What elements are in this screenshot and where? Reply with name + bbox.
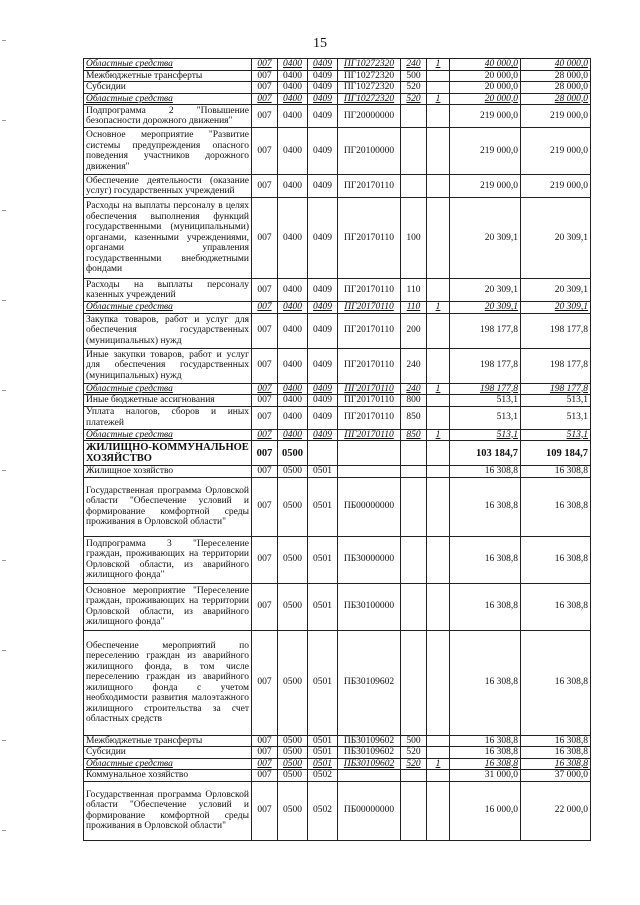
subsection-code: 0501 <box>308 536 338 583</box>
section-code: 0500 <box>278 781 308 840</box>
expense-type-code: 240 <box>401 383 427 395</box>
ministry-code: 007 <box>252 348 278 383</box>
amount-year-2: 513,1 <box>521 406 591 429</box>
table-row <box>84 781 591 840</box>
target-article-code: ПГ10272320 <box>338 93 401 105</box>
amount-year-1: 20 309,1 <box>450 302 521 314</box>
subsection-code: 0501 <box>308 466 338 478</box>
ministry-code: 007 <box>252 441 278 466</box>
ministry-code: 007 <box>252 406 278 429</box>
section-code: 0400 <box>278 198 308 279</box>
item-name: Расходы на выплаты персоналу казенных учреждений <box>84 279 252 302</box>
amount-year-2: 16 308,8 <box>521 747 591 759</box>
section-code: 0500 <box>278 583 308 630</box>
item-name: Обеспечение мероприятий по переселению граждан из аварийного жилищного фонда, в том числе переселению граждан из аварийного жилищного фонда с учетом необходимости развития малоэтажного жилищного строительства за счет областных средств <box>84 630 252 735</box>
funding-source-code <box>427 395 450 407</box>
target-article-code: ПБ30100000 <box>338 583 401 630</box>
amount-year-1: 20 000,0 <box>450 93 521 105</box>
expense-type-code: 100 <box>401 198 427 279</box>
funding-source-code <box>427 630 450 735</box>
subsection-code: 0409 <box>308 313 338 348</box>
target-article-code: ПБ00000000 <box>338 477 401 536</box>
item-name: Закупка товаров, работ и услуг для обеспечения государственных (муниципальных) нужд <box>84 313 252 348</box>
target-article-code <box>338 466 401 478</box>
ministry-code: 007 <box>252 395 278 407</box>
expense-type-code: 520 <box>401 747 427 759</box>
table-row <box>84 406 591 429</box>
target-article-code: ПГ20170110 <box>338 279 401 302</box>
funding-source-code <box>427 477 450 536</box>
table-row <box>84 198 591 279</box>
item-name: Областные средства <box>84 93 252 105</box>
amount-year-2: 198 177,8 <box>521 313 591 348</box>
item-name: Областные средства <box>84 758 252 770</box>
item-name: Коммунальное хозяйство <box>84 770 252 782</box>
amount-year-1: 219 000,0 <box>450 175 521 198</box>
section-code: 0400 <box>278 105 308 128</box>
subsection-code: 0409 <box>308 128 338 175</box>
funding-source-code <box>427 313 450 348</box>
scan-edge-marks <box>2 0 8 905</box>
target-article-code <box>338 770 401 782</box>
funding-source-code: 1 <box>427 93 450 105</box>
item-name: Расходы на выплаты персоналу в целях обеспечения выполнения функций государственными (муниципальными) органами, казенными учреждениями, органами управления государственными внебюджетными фондами <box>84 198 252 279</box>
subsection-code: 0409 <box>308 429 338 441</box>
amount-year-2: 219 000,0 <box>521 175 591 198</box>
table-row <box>84 747 591 759</box>
funding-source-code <box>427 770 450 782</box>
subsection-code: 0409 <box>308 406 338 429</box>
item-name: Межбюджетные трансферты <box>84 70 252 82</box>
table-row <box>84 59 591 71</box>
subsection-code: 0409 <box>308 395 338 407</box>
ministry-code: 007 <box>252 59 278 71</box>
amount-year-1: 198 177,8 <box>450 383 521 395</box>
funding-source-code <box>427 466 450 478</box>
amount-year-1: 513,1 <box>450 395 521 407</box>
ministry-code: 007 <box>252 429 278 441</box>
ministry-code: 007 <box>252 536 278 583</box>
section-code: 0400 <box>278 383 308 395</box>
table-row <box>84 313 591 348</box>
ministry-code: 007 <box>252 781 278 840</box>
expense-type-code: 520 <box>401 82 427 94</box>
target-article-code: ПГ20170110 <box>338 313 401 348</box>
item-name: Уплата налогов, сборов и иных платежей <box>84 406 252 429</box>
section-code: 0400 <box>278 406 308 429</box>
item-name: Обеспечение деятельности (оказание услуг) государственных учреждений <box>84 175 252 198</box>
item-name: ЖИЛИЩНО-КОММУНАЛЬНОЕ ХОЗЯЙСТВО <box>84 441 252 466</box>
ministry-code: 007 <box>252 93 278 105</box>
ministry-code: 007 <box>252 302 278 314</box>
funding-source-code <box>427 82 450 94</box>
item-name: Основное мероприятие "Переселение граждан, проживающих на территории Орловской области, из аварийного жилищного фонда" <box>84 583 252 630</box>
section-code: 0500 <box>278 466 308 478</box>
amount-year-1: 219 000,0 <box>450 128 521 175</box>
item-name: Областные средства <box>84 302 252 314</box>
table-row <box>84 395 591 407</box>
amount-year-1: 16 308,8 <box>450 735 521 747</box>
target-article-code: ПГ20170110 <box>338 395 401 407</box>
amount-year-2: 22 000,0 <box>521 781 591 840</box>
subsection-code: 0409 <box>308 348 338 383</box>
section-code: 0400 <box>278 70 308 82</box>
table-row <box>84 383 591 395</box>
funding-source-code <box>427 348 450 383</box>
amount-year-2: 37 000,0 <box>521 770 591 782</box>
ministry-code: 007 <box>252 82 278 94</box>
target-article-code: ПГ10272320 <box>338 59 401 71</box>
amount-year-2: 40 000,0 <box>521 59 591 71</box>
item-name: Субсидии <box>84 747 252 759</box>
subsection-code: 0409 <box>308 93 338 105</box>
ministry-code: 007 <box>252 747 278 759</box>
expense-type-code: 500 <box>401 735 427 747</box>
amount-year-1: 16 308,8 <box>450 466 521 478</box>
table-row <box>84 630 591 735</box>
expense-type-code: 520 <box>401 93 427 105</box>
section-code: 0400 <box>278 313 308 348</box>
item-name: Субсидии <box>84 82 252 94</box>
funding-source-code <box>427 747 450 759</box>
funding-source-code <box>427 781 450 840</box>
funding-source-code <box>427 583 450 630</box>
expense-type-code <box>401 128 427 175</box>
subsection-code: 0409 <box>308 59 338 71</box>
ministry-code: 007 <box>252 466 278 478</box>
funding-source-code: 1 <box>427 59 450 71</box>
section-code: 0400 <box>278 348 308 383</box>
expense-type-code: 200 <box>401 313 427 348</box>
target-article-code: ПБ00000000 <box>338 781 401 840</box>
subsection-code: 0409 <box>308 105 338 128</box>
table-row <box>84 175 591 198</box>
target-article-code: ПГ20170110 <box>338 175 401 198</box>
section-code: 0400 <box>278 395 308 407</box>
expense-type-code: 110 <box>401 279 427 302</box>
expense-type-code <box>401 441 427 466</box>
budget-table <box>83 58 591 841</box>
subsection-code: 0501 <box>308 630 338 735</box>
item-name: Иные закупки товаров, работ и услуг для обеспечения государственных (муниципальных) нужд <box>84 348 252 383</box>
amount-year-1: 20 309,1 <box>450 198 521 279</box>
funding-source-code: 1 <box>427 429 450 441</box>
amount-year-2: 219 000,0 <box>521 105 591 128</box>
item-name: Жилищное хозяйство <box>84 466 252 478</box>
section-code: 0500 <box>278 770 308 782</box>
amount-year-2: 28 000,0 <box>521 82 591 94</box>
item-name: Основное мероприятие "Развитие системы предупреждения опасного поведения участников дорожного движения" <box>84 128 252 175</box>
amount-year-1: 20 000,0 <box>450 70 521 82</box>
subsection-code: 0409 <box>308 279 338 302</box>
target-article-code: ПБ30109602 <box>338 735 401 747</box>
ministry-code: 007 <box>252 583 278 630</box>
item-name: Государственная программа Орловской области "Обеспечение условий и формирование комфортной среды проживания в Орловской области" <box>84 477 252 536</box>
ministry-code: 007 <box>252 70 278 82</box>
ministry-code: 007 <box>252 477 278 536</box>
amount-year-2: 20 309,1 <box>521 279 591 302</box>
target-article-code: ПГ20170110 <box>338 348 401 383</box>
subsection-code: 0502 <box>308 781 338 840</box>
target-article-code: ПГ20170110 <box>338 198 401 279</box>
item-name: Подпрограмма 2 "Повышение безопасности дорожного движения" <box>84 105 252 128</box>
expense-type-code <box>401 466 427 478</box>
subsection-code: 0409 <box>308 70 338 82</box>
funding-source-code: 1 <box>427 302 450 314</box>
expense-type-code <box>401 105 427 128</box>
expense-type-code <box>401 583 427 630</box>
funding-source-code <box>427 105 450 128</box>
expense-type-code <box>401 477 427 536</box>
funding-source-code <box>427 175 450 198</box>
amount-year-2: 109 184,7 <box>521 441 591 466</box>
table-row <box>84 735 591 747</box>
amount-year-2: 16 308,8 <box>521 466 591 478</box>
amount-year-1: 16 000,0 <box>450 781 521 840</box>
ministry-code: 007 <box>252 105 278 128</box>
amount-year-2: 16 308,8 <box>521 758 591 770</box>
expense-type-code <box>401 781 427 840</box>
table-row <box>84 105 591 128</box>
amount-year-1: 20 000,0 <box>450 82 521 94</box>
subsection-code: 0501 <box>308 735 338 747</box>
expense-type-code: 240 <box>401 59 427 71</box>
target-article-code: ПГ20000000 <box>338 105 401 128</box>
item-name: Государственная программа Орловской области "Обеспечение условий и формирование комфортной среды проживания в Орловской области" <box>84 781 252 840</box>
section-code: 0500 <box>278 758 308 770</box>
table-row <box>84 583 591 630</box>
subsection-code: 0409 <box>308 82 338 94</box>
ministry-code: 007 <box>252 383 278 395</box>
subsection-code: 0501 <box>308 477 338 536</box>
table-row <box>84 93 591 105</box>
section-code: 0500 <box>278 630 308 735</box>
expense-type-code: 500 <box>401 70 427 82</box>
section-code: 0500 <box>278 735 308 747</box>
amount-year-2: 16 308,8 <box>521 735 591 747</box>
subsection-code: 0409 <box>308 302 338 314</box>
funding-source-code: 1 <box>427 383 450 395</box>
amount-year-2: 219 000,0 <box>521 128 591 175</box>
table-row <box>84 70 591 82</box>
ministry-code: 007 <box>252 313 278 348</box>
target-article-code: ПГ20170110 <box>338 429 401 441</box>
amount-year-1: 31 000,0 <box>450 770 521 782</box>
table-row <box>84 82 591 94</box>
section-code: 0400 <box>278 82 308 94</box>
budget-table-body <box>84 59 591 841</box>
funding-source-code <box>427 536 450 583</box>
expense-type-code <box>401 536 427 583</box>
ministry-code: 007 <box>252 128 278 175</box>
expense-type-code <box>401 770 427 782</box>
amount-year-1: 16 308,8 <box>450 536 521 583</box>
expense-type-code: 110 <box>401 302 427 314</box>
amount-year-2: 513,1 <box>521 429 591 441</box>
page-number: 15 <box>313 36 327 51</box>
funding-source-code <box>427 406 450 429</box>
table-row <box>84 477 591 536</box>
target-article-code: ПБ30000000 <box>338 536 401 583</box>
amount-year-1: 16 308,8 <box>450 630 521 735</box>
ministry-code: 007 <box>252 279 278 302</box>
target-article-code: ПГ20170110 <box>338 406 401 429</box>
item-name: Подпрограмма 3 "Переселение граждан, проживающих на территории Орловской области, из аварийного жилищного фонда" <box>84 536 252 583</box>
table-row <box>84 441 591 466</box>
target-article-code: ПБ30109602 <box>338 630 401 735</box>
expense-type-code <box>401 175 427 198</box>
amount-year-2: 16 308,8 <box>521 630 591 735</box>
subsection-code <box>308 441 338 466</box>
target-article-code: ПГ20170110 <box>338 302 401 314</box>
ministry-code: 007 <box>252 630 278 735</box>
table-row <box>84 429 591 441</box>
target-article-code <box>338 441 401 466</box>
amount-year-1: 513,1 <box>450 429 521 441</box>
amount-year-2: 513,1 <box>521 395 591 407</box>
amount-year-1: 16 308,8 <box>450 758 521 770</box>
subsection-code: 0409 <box>308 175 338 198</box>
section-code: 0500 <box>278 747 308 759</box>
amount-year-1: 198 177,8 <box>450 348 521 383</box>
amount-year-1: 16 308,8 <box>450 747 521 759</box>
ministry-code: 007 <box>252 735 278 747</box>
subsection-code: 0501 <box>308 747 338 759</box>
table-row <box>84 302 591 314</box>
section-code: 0400 <box>278 128 308 175</box>
table-row <box>84 770 591 782</box>
target-article-code: ПБ30109602 <box>338 758 401 770</box>
funding-source-code: 1 <box>427 758 450 770</box>
amount-year-2: 20 309,1 <box>521 302 591 314</box>
section-code: 0400 <box>278 279 308 302</box>
item-name: Иные бюджетные ассигнования <box>84 395 252 407</box>
funding-source-code <box>427 279 450 302</box>
table-row <box>84 536 591 583</box>
target-article-code: ПГ20170110 <box>338 383 401 395</box>
section-code: 0400 <box>278 429 308 441</box>
funding-source-code <box>427 128 450 175</box>
section-code: 0400 <box>278 175 308 198</box>
ministry-code: 007 <box>252 758 278 770</box>
amount-year-1: 198 177,8 <box>450 313 521 348</box>
section-code: 0400 <box>278 302 308 314</box>
section-code: 0400 <box>278 93 308 105</box>
table-row <box>84 279 591 302</box>
expense-type-code: 800 <box>401 395 427 407</box>
section-code: 0500 <box>278 536 308 583</box>
expense-type-code <box>401 630 427 735</box>
amount-year-2: 198 177,8 <box>521 348 591 383</box>
target-article-code: ПГ20100000 <box>338 128 401 175</box>
expense-type-code: 850 <box>401 429 427 441</box>
amount-year-1: 513,1 <box>450 406 521 429</box>
subsection-code: 0502 <box>308 770 338 782</box>
amount-year-1: 20 309,1 <box>450 279 521 302</box>
amount-year-2: 20 309,1 <box>521 198 591 279</box>
target-article-code: ПГ10272320 <box>338 70 401 82</box>
funding-source-code <box>427 70 450 82</box>
subsection-code: 0409 <box>308 198 338 279</box>
funding-source-code <box>427 198 450 279</box>
table-row <box>84 466 591 478</box>
subsection-code: 0409 <box>308 383 338 395</box>
amount-year-2: 16 308,8 <box>521 536 591 583</box>
amount-year-2: 28 000,0 <box>521 93 591 105</box>
item-name: Областные средства <box>84 383 252 395</box>
funding-source-code <box>427 441 450 466</box>
section-code: 0400 <box>278 59 308 71</box>
item-name: Межбюджетные трансферты <box>84 735 252 747</box>
ministry-code: 007 <box>252 770 278 782</box>
section-code: 0500 <box>278 441 308 466</box>
subsection-code: 0501 <box>308 583 338 630</box>
table-row <box>84 348 591 383</box>
amount-year-2: 16 308,8 <box>521 477 591 536</box>
target-article-code: ПГ10272320 <box>338 82 401 94</box>
subsection-code: 0501 <box>308 758 338 770</box>
expense-type-code: 520 <box>401 758 427 770</box>
amount-year-1: 16 308,8 <box>450 477 521 536</box>
amount-year-1: 40 000,0 <box>450 59 521 71</box>
table-row <box>84 128 591 175</box>
ministry-code: 007 <box>252 175 278 198</box>
section-code: 0500 <box>278 477 308 536</box>
target-article-code: ПБ30109602 <box>338 747 401 759</box>
amount-year-2: 28 000,0 <box>521 70 591 82</box>
amount-year-2: 16 308,8 <box>521 583 591 630</box>
funding-source-code <box>427 735 450 747</box>
amount-year-1: 16 308,8 <box>450 583 521 630</box>
item-name: Областные средства <box>84 429 252 441</box>
table-row <box>84 758 591 770</box>
expense-type-code: 850 <box>401 406 427 429</box>
amount-year-2: 198 177,8 <box>521 383 591 395</box>
amount-year-1: 219 000,0 <box>450 105 521 128</box>
item-name: Областные средства <box>84 59 252 71</box>
amount-year-1: 103 184,7 <box>450 441 521 466</box>
ministry-code: 007 <box>252 198 278 279</box>
expense-type-code: 240 <box>401 348 427 383</box>
